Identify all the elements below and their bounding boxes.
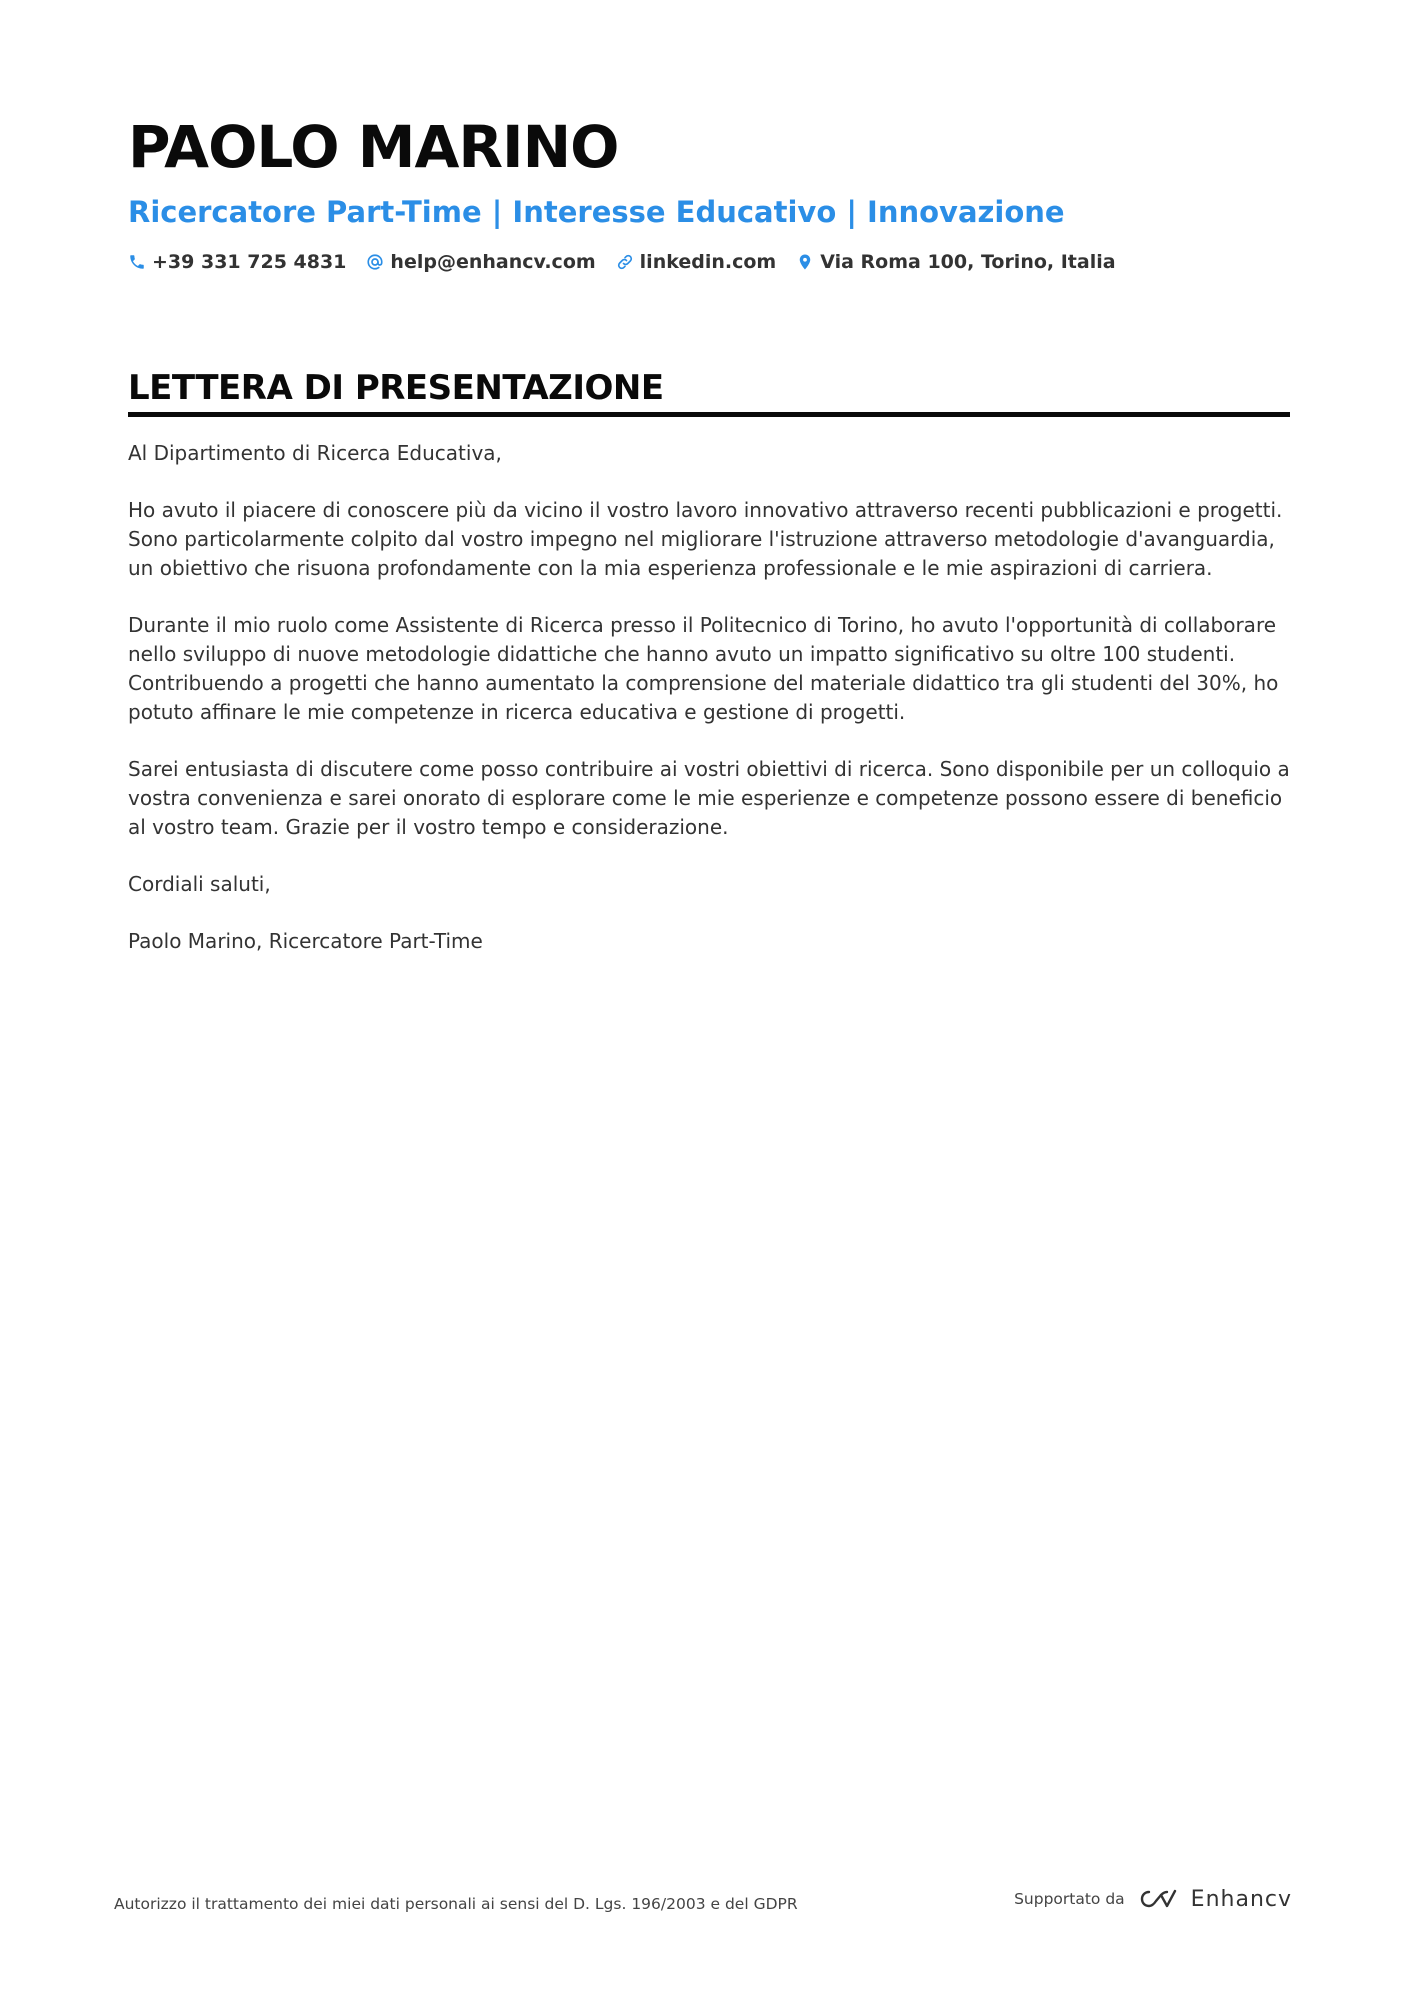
candidate-title: Ricercatore Part-Time | Interesse Educativo | Innovazione <box>128 195 1065 229</box>
letter-salutation: Al Dipartimento di Ricerca Educativa, <box>128 441 502 465</box>
cover-letter-section <box>128 366 1290 984</box>
letter-closing: Cordiali saluti, <box>128 872 271 896</box>
enhancv-logo-icon <box>1135 1886 1181 1912</box>
letter-signature: Paolo Marino, Ricercatore Part-Time <box>128 929 483 953</box>
consent-note: Autorizzo il trattamento dei miei dati personali ai sensi del D. Lgs. 196/2003 e del GDPR <box>114 1895 798 1913</box>
section-divider <box>128 412 1290 417</box>
link-icon <box>616 253 634 271</box>
powered-by[interactable] <box>1014 1886 1292 1912</box>
candidate-name: PAOLO MARINO <box>128 113 619 181</box>
contact-email-text: help@enhancv.com <box>390 251 596 273</box>
location-pin-icon <box>796 253 814 271</box>
contact-linkedin-text: linkedin.com <box>639 251 777 273</box>
letter-paragraph: Sarei entusiasta di discutere come posso contribuire ai vostri obiettivi di ricerca. Sono disponibile per un colloquio a vostra convenienza e sarei onorato di esplorare come le mie esperienze e competenze possono essere di beneficio al vostro team. Grazie per il vostro tempo e considerazione. <box>128 757 1290 839</box>
contact-address-text: Via Roma 100, Torino, Italia <box>820 251 1116 273</box>
contact-address <box>796 248 1115 276</box>
powered-by-label: Supportato da <box>1014 1890 1125 1908</box>
at-icon <box>366 253 384 271</box>
letter-body <box>128 439 1290 956</box>
contact-phone[interactable] <box>128 248 346 276</box>
contact-email[interactable] <box>366 248 595 276</box>
section-title: LETTERA DI PRESENTAZIONE <box>128 368 664 408</box>
brand-name: Enhancv <box>1190 1886 1292 1912</box>
contact-phone-text: +39 331 725 4831 <box>152 251 347 273</box>
header <box>128 112 1288 276</box>
contact-linkedin[interactable] <box>616 248 777 276</box>
phone-icon <box>128 253 146 271</box>
letter-paragraph: Ho avuto il piacere di conoscere più da vicino il vostro lavoro innovativo attraverso recenti pubblicazioni e progetti. Sono particolarmente colpito dal vostro impegno nel migliorare l'istruzione attraverso metodologie d'avanguardia, un obiettivo che risuona profondamente con la mia esperienza professionale e le mie aspirazioni di carriera. <box>128 498 1283 580</box>
contact-bar <box>128 248 1288 276</box>
letter-paragraph: Durante il mio ruolo come Assistente di Ricerca presso il Politecnico di Torino, ho avuto l'opportunità di collaborare nello sviluppo di nuove metodologie didattiche che hanno avuto un impatto significativo su oltre 100 studenti. Contribuendo a progetti che hanno aumentato la comprensione del materiale didattico tra gli studenti del 30%, ho potuto affinare le mie competenze in ricerca educativa e gestione di progetti. <box>128 613 1279 724</box>
